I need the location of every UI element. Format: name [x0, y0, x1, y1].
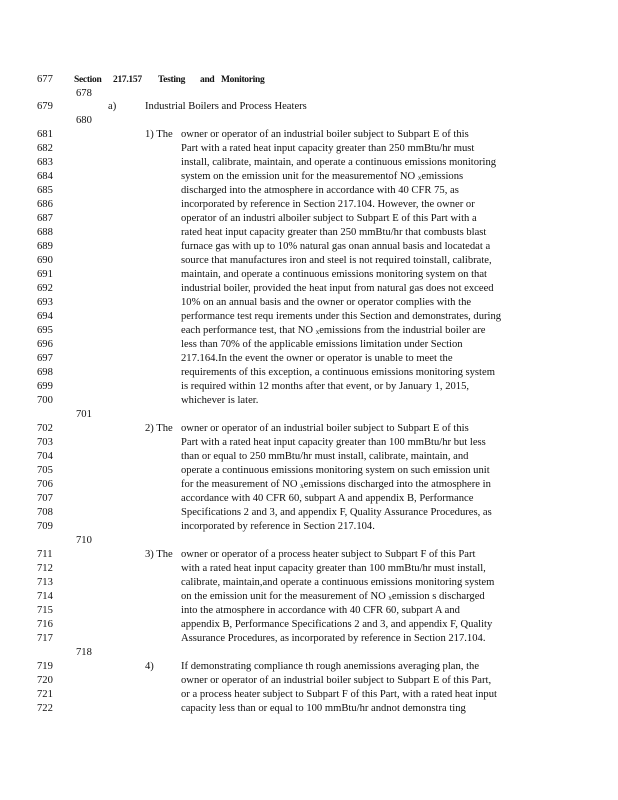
line-number: 680: [76, 115, 92, 126]
paragraph-line: [0, 422, 618, 436]
line-number: 715: [37, 605, 53, 616]
paragraph-line: [0, 492, 618, 506]
paragraph-text: or a process heater subject to Subpart F of this Part, with a rated heat input: [181, 689, 497, 700]
paragraph-text: incorporated by reference in Section 217.104. However, the owner or: [181, 199, 475, 210]
paragraph-line: [0, 170, 618, 184]
separator-line: [0, 534, 618, 548]
paragraph-text: owner or operator of an industrial boiler subject to Subpart E of this: [181, 129, 469, 140]
line-number: 710: [76, 535, 92, 546]
paragraph-text: Assurance Procedures, as incorporated by reference in Section 217.104.: [181, 633, 486, 644]
line-number: 711: [37, 549, 53, 560]
paragraph-line: [0, 338, 618, 352]
paragraph-line: [0, 674, 618, 688]
line-number: 695: [37, 325, 53, 336]
paragraph-line: [0, 604, 618, 618]
line-number: 691: [37, 269, 53, 280]
line-number: 722: [37, 703, 53, 714]
paragraph-text: install, calibrate, maintain, and operate a continuous emissions monitoring: [181, 157, 497, 168]
subsection-title: Industrial Boilers and Process Heaters: [145, 101, 307, 112]
paragraph-line: [0, 268, 618, 282]
section-header: [0, 73, 618, 87]
paragraph-line: [0, 688, 618, 702]
paragraph-line: [0, 702, 618, 716]
line-number: 703: [37, 437, 53, 448]
line-number: 721: [37, 689, 53, 700]
line-number: 717: [37, 633, 53, 644]
text-run: system on the emission unit for the measurementof NO: [181, 171, 418, 182]
paragraph-marker: 1) The: [145, 129, 173, 140]
line-number: 685: [37, 185, 53, 196]
paragraph-line: [0, 562, 618, 576]
paragraph-line: [0, 450, 618, 464]
paragraph-line: [0, 618, 618, 632]
line-number: 679: [37, 101, 53, 112]
paragraph-line: [0, 142, 618, 156]
line-number: 686: [37, 199, 53, 210]
line-number: 704: [37, 451, 53, 462]
paragraph-text: accordance with 40 CFR 60, subpart A and appendix B, Performance: [181, 493, 474, 504]
paragraph-line: [0, 156, 618, 170]
paragraph-line: [0, 240, 618, 254]
line-number: 700: [37, 395, 53, 406]
line-number: 702: [37, 423, 53, 434]
subscript-x: x: [388, 594, 392, 602]
paragraph-line: [0, 212, 618, 226]
paragraph-marker: 3) The: [145, 549, 173, 560]
paragraph-line: [0, 128, 618, 142]
line-number: 698: [37, 367, 53, 378]
paragraph-line: [0, 198, 618, 212]
line-number: 688: [37, 227, 53, 238]
paragraph-marker: 2) The: [145, 423, 173, 434]
text-run: emissions from the industrial boiler are: [319, 325, 486, 336]
separator-line: [0, 646, 618, 660]
line-number: 708: [37, 507, 53, 518]
paragraph-line: [0, 352, 618, 366]
paragraph-line: [0, 520, 618, 534]
line-number: 683: [37, 157, 53, 168]
paragraph-line: [0, 184, 618, 198]
paragraph-text: incorporated by reference in Section 217.104.: [181, 521, 375, 532]
paragraph-text: 217.164.In the event the owner or operator is unable to meet the: [181, 353, 453, 364]
paragraph-text: capacity less than or equal to 100 mmBtu/hr andnot demonstra ting: [181, 703, 466, 714]
line-number: 692: [37, 283, 53, 294]
line-number: 705: [37, 465, 53, 476]
line-number: 707: [37, 493, 53, 504]
paragraph-line: [0, 226, 618, 240]
paragraph-line: [0, 282, 618, 296]
paragraph-text: [181, 590, 485, 604]
paragraph-text: Part with a rated heat input capacity greater than 250 mmBtu/hr must: [181, 143, 475, 154]
paragraph-text: than or equal to 250 mmBtu/hr must install, calibrate, maintain, and: [181, 451, 469, 462]
text-run: emission s discharged: [391, 591, 485, 602]
line-number: 716: [37, 619, 53, 630]
subsection-marker: a): [108, 101, 117, 112]
paragraph-line: [0, 394, 618, 408]
paragraph-line: [0, 380, 618, 394]
text-run: emissions discharged into the atmosphere in: [303, 479, 491, 490]
paragraph-text: owner or operator of an industrial boiler subject to Subpart E of this Part,: [181, 675, 492, 686]
paragraph-text: [181, 170, 463, 184]
paragraph-text: with a rated heat input capacity greater than 100 mmBtu/hr must install,: [181, 563, 486, 574]
paragraph-text: [181, 324, 485, 338]
paragraph-line: [0, 324, 618, 338]
line-number: 706: [37, 479, 53, 490]
paragraph-text: discharged into the atmosphere in accordance with 40 CFR 75, as: [181, 185, 459, 196]
paragraph-text: maintain, and operate a continuous emissions monitoring system on that: [181, 269, 487, 280]
line-number: 712: [37, 563, 53, 574]
paragraph-line: [0, 590, 618, 604]
paragraph-line: [0, 548, 618, 562]
line-number: 720: [37, 675, 53, 686]
separator-line: [0, 408, 618, 422]
subsection-heading: [0, 100, 618, 114]
text-run: for the measurement of NO: [181, 479, 301, 490]
paragraph-text: Part with a rated heat input capacity greater than 100 mmBtu/hr but less: [181, 437, 486, 448]
subscript-x: x: [315, 328, 320, 336]
line-number: 696: [37, 339, 53, 350]
paragraph-text: requirements of this exception, a continuous emissions monitoring system: [181, 367, 495, 378]
line-number: 677: [37, 74, 53, 85]
line-number: 719: [37, 661, 53, 672]
line-number: 689: [37, 241, 53, 252]
paragraph-text: less than 70% of the applicable emissions limitation under Section: [181, 339, 463, 350]
section-title-word: Testing: [158, 75, 186, 85]
line-number: 718: [76, 647, 92, 658]
line-number: 693: [37, 297, 53, 308]
separator-line: [0, 114, 618, 128]
text-run: each performance test, that NO: [181, 325, 316, 336]
paragraph-text: performance test requ irements under this Section and demonstrates, during: [181, 311, 502, 322]
line-number: 709: [37, 521, 53, 532]
paragraph-text: operator of an industri alboiler subject to Subpart E of this Part with a: [181, 213, 477, 224]
line-number: 687: [37, 213, 53, 224]
line-number: 713: [37, 577, 53, 588]
subscript-x: x: [417, 174, 422, 182]
line-number: 697: [37, 353, 53, 364]
line-number: 684: [37, 171, 53, 182]
paragraph-marker: 4): [145, 661, 154, 672]
paragraph-text: owner or operator of an industrial boiler subject to Subpart E of this: [181, 423, 469, 434]
paragraph-text: into the atmosphere in accordance with 40 CFR 60, subpart A and: [181, 605, 460, 616]
text-run: on the emission unit for the measurement of NO: [181, 591, 389, 602]
line-number: 701: [76, 409, 92, 420]
line-number: 694: [37, 311, 53, 322]
paragraph-line: [0, 576, 618, 590]
text-run: emissions: [421, 171, 464, 182]
line-number: 714: [37, 591, 53, 602]
paragraph-text: whichever is later.: [181, 395, 259, 406]
paragraph-text: If demonstrating compliance th rough anemissions averaging plan, the: [181, 661, 480, 672]
paragraph-text: industrial boiler, provided the heat input from natural gas does not exceed: [181, 283, 494, 294]
subscript-x: x: [300, 482, 304, 490]
line-number: 682: [37, 143, 53, 154]
paragraph-line: [0, 464, 618, 478]
paragraph-text: appendix B, Performance Specifications 2 and 3, and appendix F, Quality: [181, 619, 493, 630]
paragraph-text: owner or operator of a process heater subject to Subpart F of this Part: [181, 549, 476, 560]
paragraph-text: is required within 12 months after that event, or by January 1, 2015,: [181, 381, 470, 392]
separator-line: [0, 87, 618, 101]
paragraph-text: source that manufactures iron and steel is not required toinstall, calibrate,: [181, 255, 492, 266]
section-title-word: Monitoring: [221, 75, 265, 85]
paragraph-text: calibrate, maintain,and operate a continuous emissions monitoring system: [181, 577, 495, 588]
line-number: 699: [37, 381, 53, 392]
paragraph-text: Specifications 2 and 3, and appendix F, Quality Assurance Procedures, as: [181, 507, 492, 518]
section-label: Section: [74, 75, 102, 85]
paragraph-line: [0, 310, 618, 324]
paragraph-text: 10% on an annual basis and the owner or operator complies with the: [181, 297, 472, 308]
paragraph-line: [0, 632, 618, 646]
paragraph-text: [181, 478, 491, 492]
paragraph-line: [0, 254, 618, 268]
section-number: 217.157: [113, 75, 142, 85]
paragraph-line: [0, 478, 618, 492]
line-number: 690: [37, 255, 53, 266]
paragraph-text: furnace gas with up to 10% natural gas onan annual basis and locatedat a: [181, 241, 491, 252]
paragraph-text: operate a continuous emissions monitoring system on such emission unit: [181, 465, 490, 476]
paragraph-line: [0, 366, 618, 380]
paragraph-line: [0, 296, 618, 310]
line-number: 681: [37, 129, 53, 140]
section-title-word: and: [200, 75, 215, 85]
line-number: 678: [76, 88, 92, 99]
paragraph-text: rated heat input capacity greater than 250 mmBtu/hr that combusts blast: [181, 227, 487, 238]
paragraph-line: [0, 436, 618, 450]
paragraph-line: [0, 660, 618, 674]
paragraph-line: [0, 506, 618, 520]
